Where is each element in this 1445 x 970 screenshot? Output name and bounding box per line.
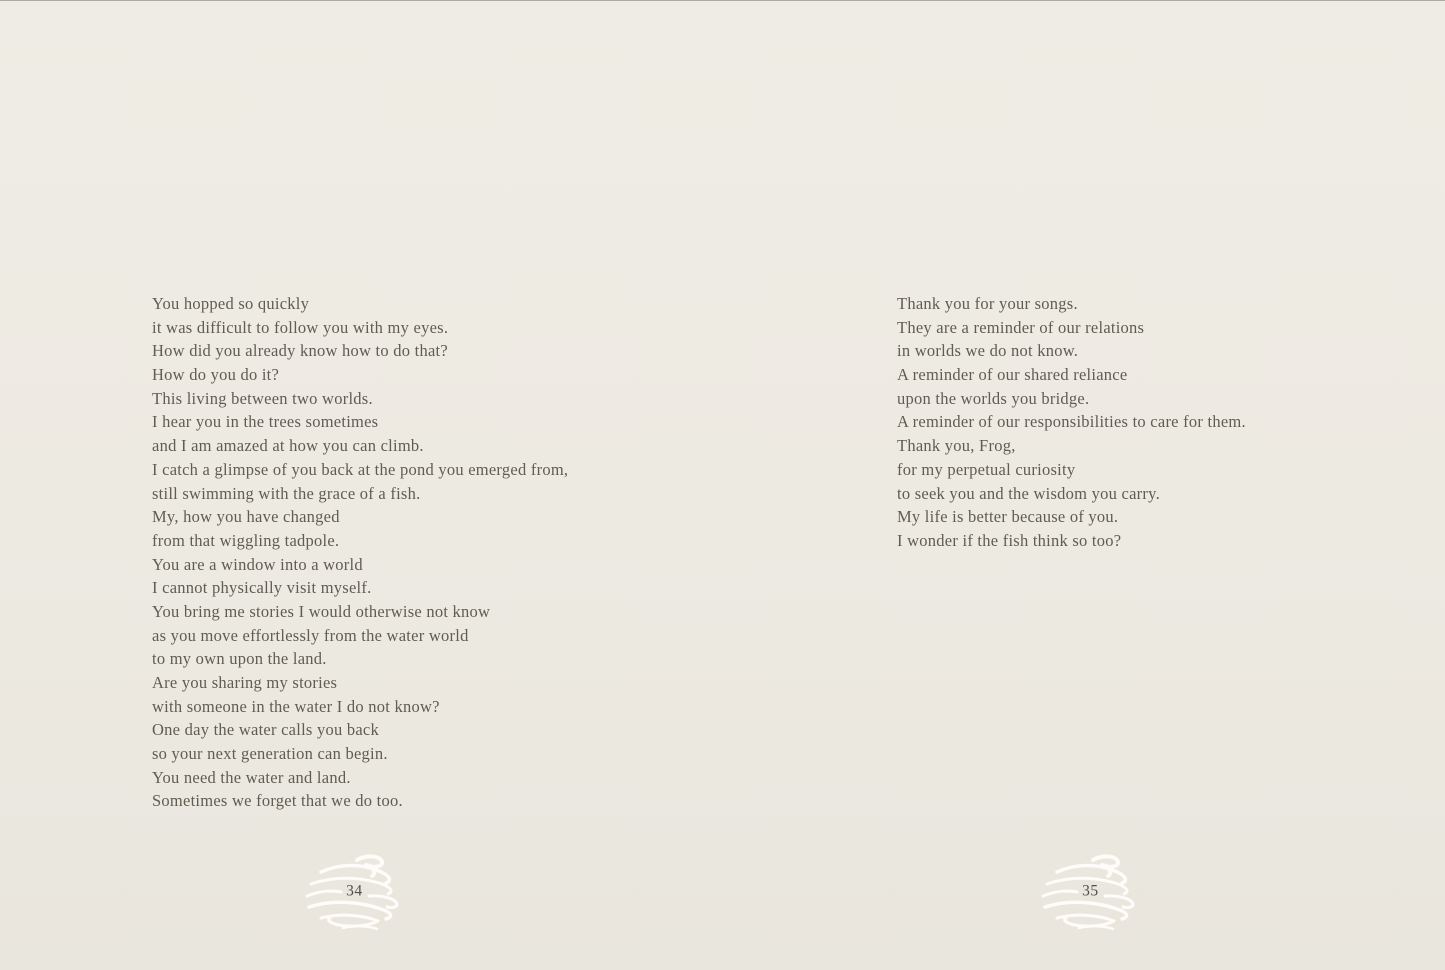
poem-line: They are a reminder of our relations [897, 317, 1145, 337]
poem-line: I hear you in the trees sometimes [152, 412, 379, 432]
poem-line: Are you sharing my stories [152, 673, 338, 692]
poem-line: How did you already know how to do that? [152, 341, 448, 361]
poem-line: with someone in the water I do not know? [152, 696, 440, 716]
page-number: 34 [346, 882, 363, 900]
poem-line: A reminder of our responsibilities to care for them. [897, 412, 1246, 432]
poem-left [152, 292, 568, 813]
poem-line: How do you do it? [152, 365, 280, 385]
page-number: 35 [1082, 882, 1099, 900]
poem-line: to my own upon the land. [152, 649, 327, 669]
left-page [0, 0, 722, 970]
poem-line: and I am amazed at how you can climb. [152, 436, 424, 456]
poem-line: You hopped so quickly [152, 294, 310, 313]
page-footer-left [297, 852, 413, 932]
poem-line: This living between two worlds. [152, 388, 373, 408]
poem-line: I catch a glimpse of you back at the pond you emerged from, [152, 459, 569, 479]
poem-line: A reminder of our shared reliance [897, 365, 1128, 385]
poem-line: You are a window into a world [152, 554, 363, 574]
right-page [723, 0, 1445, 970]
poem-line: it was difficult to follow you with my eyes. [152, 317, 449, 337]
poem-line: to seek you and the wisdom you carry. [897, 483, 1160, 503]
poem-line: Thank you, Frog, [897, 436, 1016, 456]
poem-line: from that wiggling tadpole. [152, 530, 340, 550]
poem-line: You need the water and land. [152, 767, 351, 787]
poem-right [897, 292, 1246, 553]
poem-line: Sometimes we forget that we do too. [152, 791, 403, 811]
poem-line: upon the worlds you bridge. [897, 388, 1090, 408]
poem-line: I wonder if the fish think so too? [897, 530, 1122, 550]
poem-line: Thank you for your songs. [897, 294, 1078, 313]
poem-line: You bring me stories I would otherwise not know [152, 601, 491, 621]
poem-line: My life is better because of you. [897, 507, 1119, 527]
poem-line: My, how you have changed [152, 507, 340, 527]
poem-line: still swimming with the grace of a fish. [152, 483, 421, 503]
poem-line: so your next generation can begin. [152, 744, 388, 764]
poem-line: One day the water calls you back [152, 720, 379, 740]
poem-line: I cannot physically visit myself. [152, 578, 372, 598]
page-footer-right [1033, 852, 1149, 932]
poem-line: in worlds we do not know. [897, 341, 1079, 361]
poem-line: for my perpetual curiosity [897, 459, 1076, 479]
poem-line: as you move effortlessly from the water world [152, 625, 469, 645]
